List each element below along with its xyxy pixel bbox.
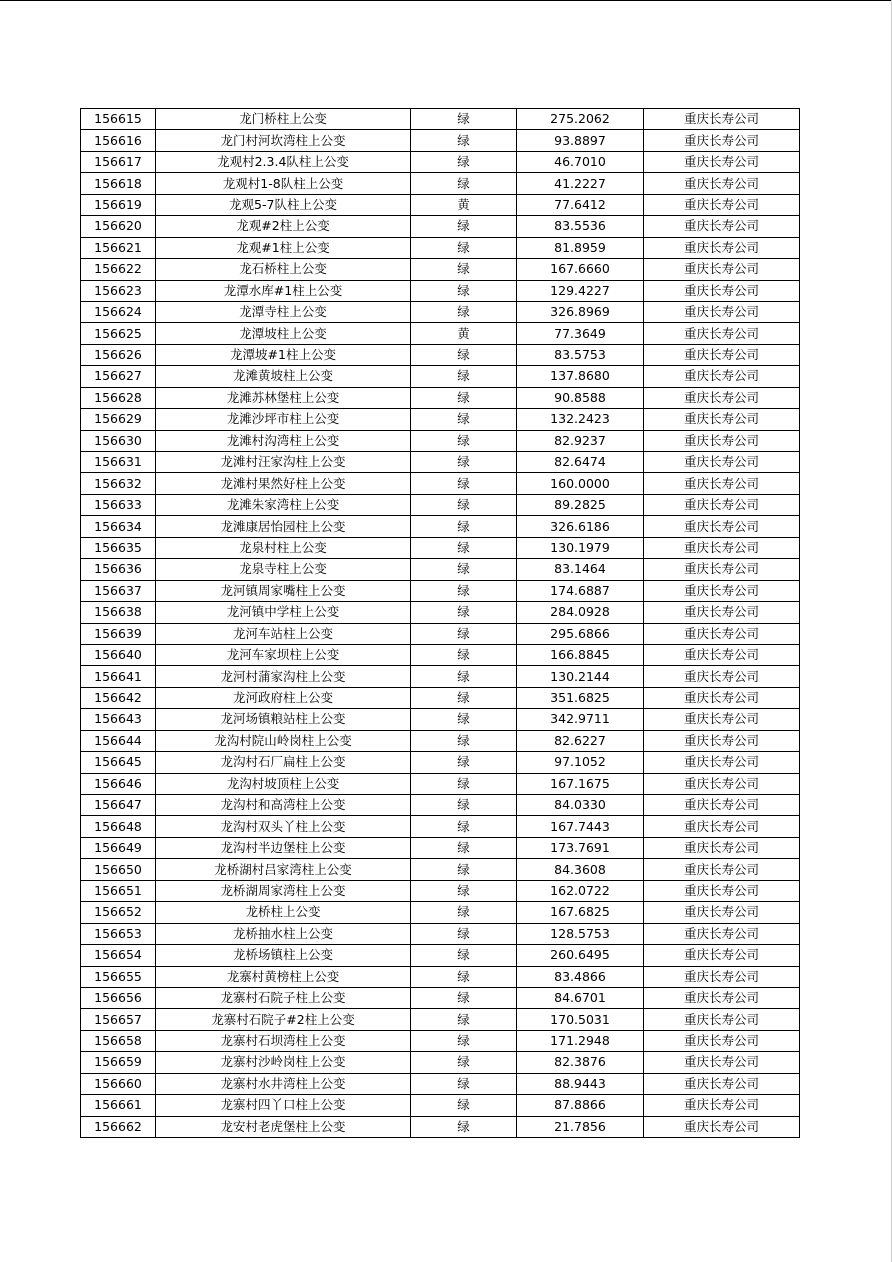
- row-company-cell: 重庆长寿公司: [644, 194, 800, 215]
- row-company-cell: 重庆长寿公司: [644, 173, 800, 194]
- row-company-cell: 重庆长寿公司: [644, 516, 800, 537]
- row-company-cell: 重庆长寿公司: [644, 1095, 800, 1116]
- row-id-cell: 156621: [81, 237, 156, 258]
- row-name-cell: 龙沟村半边堡柱上公变: [156, 837, 411, 858]
- row-company-cell: 重庆长寿公司: [644, 902, 800, 923]
- row-name-cell: 龙桥柱上公变: [156, 902, 411, 923]
- row-company-cell: 重庆长寿公司: [644, 387, 800, 408]
- row-value-cell: 81.8959: [517, 237, 644, 258]
- row-value-cell: 84.0330: [517, 795, 644, 816]
- row-color-cell: 绿: [411, 409, 517, 430]
- row-id-cell: 156655: [81, 966, 156, 987]
- row-color-cell: 绿: [411, 301, 517, 322]
- row-company-cell: 重庆长寿公司: [644, 280, 800, 301]
- row-name-cell: 龙寨村水井湾柱上公变: [156, 1073, 411, 1094]
- table-row: [81, 1095, 800, 1116]
- table-row: [81, 902, 800, 923]
- table-row: [81, 1009, 800, 1030]
- table-row: [81, 880, 800, 901]
- row-name-cell: 龙河政府柱上公变: [156, 687, 411, 708]
- row-id-cell: 156623: [81, 280, 156, 301]
- table-row: [81, 1073, 800, 1094]
- row-value-cell: 129.4227: [517, 280, 644, 301]
- row-name-cell: 龙沟村坡顶柱上公变: [156, 773, 411, 794]
- row-company-cell: 重庆长寿公司: [644, 966, 800, 987]
- row-id-cell: 156658: [81, 1030, 156, 1051]
- row-value-cell: 173.7691: [517, 837, 644, 858]
- row-company-cell: 重庆长寿公司: [644, 323, 800, 344]
- row-id-cell: 156652: [81, 902, 156, 923]
- row-company-cell: 重庆长寿公司: [644, 1009, 800, 1030]
- table-row: [81, 580, 800, 601]
- row-id-cell: 156634: [81, 516, 156, 537]
- table-row: [81, 773, 800, 794]
- row-name-cell: 龙滩康居怡园柱上公变: [156, 516, 411, 537]
- row-name-cell: 龙沟村双头丫柱上公变: [156, 816, 411, 837]
- row-id-cell: 156640: [81, 644, 156, 665]
- row-company-cell: 重庆长寿公司: [644, 344, 800, 365]
- row-value-cell: 46.7010: [517, 151, 644, 172]
- row-id-cell: 156649: [81, 837, 156, 858]
- row-value-cell: 166.8845: [517, 644, 644, 665]
- row-company-cell: 重庆长寿公司: [644, 1052, 800, 1073]
- table-row: [81, 237, 800, 258]
- row-name-cell: 龙寨村黄榜柱上公变: [156, 966, 411, 987]
- row-company-cell: 重庆长寿公司: [644, 559, 800, 580]
- row-color-cell: 绿: [411, 387, 517, 408]
- row-color-cell: 绿: [411, 859, 517, 880]
- row-id-cell: 156624: [81, 301, 156, 322]
- table-row: [81, 494, 800, 515]
- row-color-cell: 绿: [411, 644, 517, 665]
- row-value-cell: 82.9237: [517, 430, 644, 451]
- row-color-cell: 绿: [411, 537, 517, 558]
- row-name-cell: 龙滩朱家湾柱上公变: [156, 494, 411, 515]
- row-value-cell: 167.7443: [517, 816, 644, 837]
- row-company-cell: 重庆长寿公司: [644, 880, 800, 901]
- row-company-cell: 重庆长寿公司: [644, 795, 800, 816]
- table-row: [81, 130, 800, 151]
- row-value-cell: 275.2062: [517, 109, 644, 130]
- row-company-cell: 重庆长寿公司: [644, 580, 800, 601]
- table-row: [81, 109, 800, 130]
- row-company-cell: 重庆长寿公司: [644, 837, 800, 858]
- row-name-cell: 龙滩沙坪市柱上公变: [156, 409, 411, 430]
- row-color-cell: 绿: [411, 452, 517, 473]
- row-value-cell: 82.6227: [517, 730, 644, 751]
- row-id-cell: 156641: [81, 666, 156, 687]
- row-name-cell: 龙河场镇粮站柱上公变: [156, 709, 411, 730]
- row-color-cell: 绿: [411, 516, 517, 537]
- table-row: [81, 602, 800, 623]
- row-name-cell: 龙门村河坎湾柱上公变: [156, 130, 411, 151]
- top-border-line: [0, 0, 892, 1]
- row-company-cell: 重庆长寿公司: [644, 773, 800, 794]
- row-value-cell: 130.1979: [517, 537, 644, 558]
- row-id-cell: 156629: [81, 409, 156, 430]
- row-name-cell: 龙寨村石坝湾柱上公变: [156, 1030, 411, 1051]
- table-row: [81, 752, 800, 773]
- row-name-cell: 龙潭坡柱上公变: [156, 323, 411, 344]
- row-color-cell: 绿: [411, 216, 517, 237]
- row-color-cell: 绿: [411, 173, 517, 194]
- row-value-cell: 171.2948: [517, 1030, 644, 1051]
- table-row: [81, 216, 800, 237]
- row-name-cell: 龙门桥柱上公变: [156, 109, 411, 130]
- row-value-cell: 83.1464: [517, 559, 644, 580]
- table-row: [81, 194, 800, 215]
- row-color-cell: 绿: [411, 795, 517, 816]
- row-color-cell: 绿: [411, 1009, 517, 1030]
- row-company-cell: 重庆长寿公司: [644, 237, 800, 258]
- row-value-cell: 41.2227: [517, 173, 644, 194]
- table-row: [81, 987, 800, 1008]
- row-name-cell: 龙寨村石院子柱上公变: [156, 987, 411, 1008]
- row-value-cell: 130.2144: [517, 666, 644, 687]
- row-name-cell: 龙寨村沙岭岗柱上公变: [156, 1052, 411, 1073]
- row-color-cell: 绿: [411, 687, 517, 708]
- row-name-cell: 龙河村蒲家沟柱上公变: [156, 666, 411, 687]
- row-color-cell: 绿: [411, 580, 517, 601]
- row-color-cell: 绿: [411, 1052, 517, 1073]
- row-color-cell: 绿: [411, 130, 517, 151]
- row-color-cell: 绿: [411, 109, 517, 130]
- row-name-cell: 龙河车家坝柱上公变: [156, 644, 411, 665]
- row-company-cell: 重庆长寿公司: [644, 537, 800, 558]
- table-row: [81, 795, 800, 816]
- row-id-cell: 156645: [81, 752, 156, 773]
- table-row: [81, 280, 800, 301]
- table-row: [81, 151, 800, 172]
- row-company-cell: 重庆长寿公司: [644, 666, 800, 687]
- row-value-cell: 83.5753: [517, 344, 644, 365]
- row-id-cell: 156642: [81, 687, 156, 708]
- row-company-cell: 重庆长寿公司: [644, 987, 800, 1008]
- table-row: [81, 259, 800, 280]
- row-id-cell: 156620: [81, 216, 156, 237]
- row-id-cell: 156632: [81, 473, 156, 494]
- row-id-cell: 156651: [81, 880, 156, 901]
- row-color-cell: 绿: [411, 1030, 517, 1051]
- row-company-cell: 重庆长寿公司: [644, 216, 800, 237]
- row-color-cell: 绿: [411, 344, 517, 365]
- row-color-cell: 绿: [411, 666, 517, 687]
- row-id-cell: 156619: [81, 194, 156, 215]
- row-color-cell: 绿: [411, 1116, 517, 1137]
- table-row: [81, 409, 800, 430]
- row-color-cell: 绿: [411, 237, 517, 258]
- row-value-cell: 128.5753: [517, 923, 644, 944]
- row-id-cell: 156630: [81, 430, 156, 451]
- row-color-cell: 绿: [411, 1095, 517, 1116]
- row-company-cell: 重庆长寿公司: [644, 859, 800, 880]
- table-row: [81, 1030, 800, 1051]
- row-name-cell: 龙观村2.3.4队柱上公变: [156, 151, 411, 172]
- row-color-cell: 绿: [411, 151, 517, 172]
- row-value-cell: 170.5031: [517, 1009, 644, 1030]
- row-company-cell: 重庆长寿公司: [644, 1073, 800, 1094]
- row-company-cell: 重庆长寿公司: [644, 687, 800, 708]
- row-value-cell: 351.6825: [517, 687, 644, 708]
- table-row: [81, 945, 800, 966]
- table-row: [81, 644, 800, 665]
- row-company-cell: 重庆长寿公司: [644, 430, 800, 451]
- row-name-cell: 龙寨村石院子#2柱上公变: [156, 1009, 411, 1030]
- row-name-cell: 龙滩村汪家沟柱上公变: [156, 452, 411, 473]
- row-value-cell: 83.5536: [517, 216, 644, 237]
- row-name-cell: 龙潭坡#1柱上公变: [156, 344, 411, 365]
- row-color-cell: 绿: [411, 880, 517, 901]
- row-id-cell: 156636: [81, 559, 156, 580]
- row-name-cell: 龙潭水库#1柱上公变: [156, 280, 411, 301]
- row-color-cell: 绿: [411, 730, 517, 751]
- row-id-cell: 156631: [81, 452, 156, 473]
- row-color-cell: 绿: [411, 816, 517, 837]
- table-row: [81, 452, 800, 473]
- row-company-cell: 重庆长寿公司: [644, 945, 800, 966]
- table-row: [81, 516, 800, 537]
- row-id-cell: 156625: [81, 323, 156, 344]
- row-value-cell: 93.8897: [517, 130, 644, 151]
- row-company-cell: 重庆长寿公司: [644, 709, 800, 730]
- row-company-cell: 重庆长寿公司: [644, 151, 800, 172]
- row-id-cell: 156618: [81, 173, 156, 194]
- row-color-cell: 绿: [411, 709, 517, 730]
- row-color-cell: 黄: [411, 194, 517, 215]
- table-row: [81, 173, 800, 194]
- row-color-cell: 绿: [411, 473, 517, 494]
- row-value-cell: 97.1052: [517, 752, 644, 773]
- table-row: [81, 323, 800, 344]
- table-body: [81, 109, 800, 1138]
- row-color-cell: 绿: [411, 902, 517, 923]
- row-value-cell: 83.4866: [517, 966, 644, 987]
- row-id-cell: 156646: [81, 773, 156, 794]
- table-row: [81, 366, 800, 387]
- table-row: [81, 966, 800, 987]
- row-value-cell: 137.8680: [517, 366, 644, 387]
- row-value-cell: 342.9711: [517, 709, 644, 730]
- row-name-cell: 龙河车站柱上公变: [156, 623, 411, 644]
- row-id-cell: 156622: [81, 259, 156, 280]
- row-value-cell: 87.8866: [517, 1095, 644, 1116]
- row-company-cell: 重庆长寿公司: [644, 1030, 800, 1051]
- row-id-cell: 156633: [81, 494, 156, 515]
- row-id-cell: 156660: [81, 1073, 156, 1094]
- row-id-cell: 156627: [81, 366, 156, 387]
- row-color-cell: 绿: [411, 752, 517, 773]
- row-company-cell: 重庆长寿公司: [644, 730, 800, 751]
- row-color-cell: 绿: [411, 923, 517, 944]
- table-row: [81, 559, 800, 580]
- row-name-cell: 龙滩黄坡柱上公变: [156, 366, 411, 387]
- row-color-cell: 绿: [411, 773, 517, 794]
- row-value-cell: 167.1675: [517, 773, 644, 794]
- row-value-cell: 77.6412: [517, 194, 644, 215]
- table-row: [81, 387, 800, 408]
- row-id-cell: 156628: [81, 387, 156, 408]
- row-id-cell: 156648: [81, 816, 156, 837]
- row-value-cell: 84.3608: [517, 859, 644, 880]
- row-color-cell: 绿: [411, 259, 517, 280]
- row-company-cell: 重庆长寿公司: [644, 644, 800, 665]
- row-company-cell: 重庆长寿公司: [644, 130, 800, 151]
- row-id-cell: 156638: [81, 602, 156, 623]
- row-name-cell: 龙观#1柱上公变: [156, 237, 411, 258]
- row-color-cell: 绿: [411, 366, 517, 387]
- row-id-cell: 156656: [81, 987, 156, 1008]
- row-name-cell: 龙寨村四丫口柱上公变: [156, 1095, 411, 1116]
- row-value-cell: 82.6474: [517, 452, 644, 473]
- row-value-cell: 88.9443: [517, 1073, 644, 1094]
- row-name-cell: 龙沟村石厂扁柱上公变: [156, 752, 411, 773]
- table-row: [81, 687, 800, 708]
- row-value-cell: 77.3649: [517, 323, 644, 344]
- row-name-cell: 龙潭寺柱上公变: [156, 301, 411, 322]
- row-company-cell: 重庆长寿公司: [644, 1116, 800, 1137]
- row-value-cell: 284.0928: [517, 602, 644, 623]
- row-name-cell: 龙河镇周家嘴柱上公变: [156, 580, 411, 601]
- row-company-cell: 重庆长寿公司: [644, 366, 800, 387]
- row-value-cell: 260.6495: [517, 945, 644, 966]
- row-value-cell: 295.6866: [517, 623, 644, 644]
- table-row: [81, 430, 800, 451]
- row-id-cell: 156626: [81, 344, 156, 365]
- row-company-cell: 重庆长寿公司: [644, 752, 800, 773]
- row-id-cell: 156657: [81, 1009, 156, 1030]
- row-company-cell: 重庆长寿公司: [644, 301, 800, 322]
- row-color-cell: 绿: [411, 966, 517, 987]
- row-id-cell: 156617: [81, 151, 156, 172]
- row-name-cell: 龙安村老虎堡柱上公变: [156, 1116, 411, 1137]
- row-name-cell: 龙桥湖周家湾柱上公变: [156, 880, 411, 901]
- row-company-cell: 重庆长寿公司: [644, 602, 800, 623]
- row-name-cell: 龙石桥柱上公变: [156, 259, 411, 280]
- row-value-cell: 82.3876: [517, 1052, 644, 1073]
- row-company-cell: 重庆长寿公司: [644, 259, 800, 280]
- row-id-cell: 156661: [81, 1095, 156, 1116]
- table-row: [81, 730, 800, 751]
- row-company-cell: 重庆长寿公司: [644, 923, 800, 944]
- row-company-cell: 重庆长寿公司: [644, 409, 800, 430]
- table-row: [81, 666, 800, 687]
- table-row: [81, 923, 800, 944]
- table-row: [81, 301, 800, 322]
- row-company-cell: 重庆长寿公司: [644, 623, 800, 644]
- row-company-cell: 重庆长寿公司: [644, 816, 800, 837]
- row-value-cell: 162.0722: [517, 880, 644, 901]
- row-name-cell: 龙沟村院山岭岗柱上公变: [156, 730, 411, 751]
- row-name-cell: 龙沟村和高湾柱上公变: [156, 795, 411, 816]
- table-row: [81, 1116, 800, 1137]
- row-name-cell: 龙滩村沟湾柱上公变: [156, 430, 411, 451]
- row-color-cell: 绿: [411, 837, 517, 858]
- row-id-cell: 156650: [81, 859, 156, 880]
- row-color-cell: 绿: [411, 602, 517, 623]
- row-value-cell: 160.0000: [517, 473, 644, 494]
- row-id-cell: 156653: [81, 923, 156, 944]
- row-value-cell: 21.7856: [517, 1116, 644, 1137]
- row-value-cell: 167.6825: [517, 902, 644, 923]
- row-name-cell: 龙桥抽水柱上公变: [156, 923, 411, 944]
- row-name-cell: 龙滩村果然好柱上公变: [156, 473, 411, 494]
- row-value-cell: 167.6660: [517, 259, 644, 280]
- row-id-cell: 156654: [81, 945, 156, 966]
- row-id-cell: 156647: [81, 795, 156, 816]
- row-id-cell: 156639: [81, 623, 156, 644]
- transformer-table: [80, 108, 800, 1138]
- row-value-cell: 84.6701: [517, 987, 644, 1008]
- table-row: [81, 537, 800, 558]
- row-name-cell: 龙河镇中学柱上公变: [156, 602, 411, 623]
- row-name-cell: 龙桥场镇柱上公变: [156, 945, 411, 966]
- row-value-cell: 326.8969: [517, 301, 644, 322]
- row-company-cell: 重庆长寿公司: [644, 473, 800, 494]
- row-color-cell: 绿: [411, 559, 517, 580]
- row-company-cell: 重庆长寿公司: [644, 109, 800, 130]
- row-name-cell: 龙桥湖村吕家湾柱上公变: [156, 859, 411, 880]
- row-id-cell: 156662: [81, 1116, 156, 1137]
- table-row: [81, 816, 800, 837]
- row-name-cell: 龙泉村柱上公变: [156, 537, 411, 558]
- row-name-cell: 龙观5-7队柱上公变: [156, 194, 411, 215]
- row-value-cell: 174.6887: [517, 580, 644, 601]
- row-value-cell: 90.8588: [517, 387, 644, 408]
- row-color-cell: 绿: [411, 945, 517, 966]
- row-name-cell: 龙观村1-8队柱上公变: [156, 173, 411, 194]
- table-row: [81, 344, 800, 365]
- row-color-cell: 绿: [411, 1073, 517, 1094]
- table-row: [81, 709, 800, 730]
- row-id-cell: 156635: [81, 537, 156, 558]
- row-value-cell: 326.6186: [517, 516, 644, 537]
- table-row: [81, 859, 800, 880]
- row-color-cell: 绿: [411, 430, 517, 451]
- row-id-cell: 156644: [81, 730, 156, 751]
- row-color-cell: 绿: [411, 623, 517, 644]
- row-company-cell: 重庆长寿公司: [644, 452, 800, 473]
- row-value-cell: 132.2423: [517, 409, 644, 430]
- row-color-cell: 绿: [411, 494, 517, 515]
- row-id-cell: 156659: [81, 1052, 156, 1073]
- row-color-cell: 绿: [411, 987, 517, 1008]
- row-name-cell: 龙泉寺柱上公变: [156, 559, 411, 580]
- table-row: [81, 473, 800, 494]
- row-color-cell: 绿: [411, 280, 517, 301]
- table-row: [81, 837, 800, 858]
- row-value-cell: 89.2825: [517, 494, 644, 515]
- row-id-cell: 156615: [81, 109, 156, 130]
- row-id-cell: 156637: [81, 580, 156, 601]
- row-id-cell: 156616: [81, 130, 156, 151]
- row-id-cell: 156643: [81, 709, 156, 730]
- row-color-cell: 黄: [411, 323, 517, 344]
- row-name-cell: 龙观#2柱上公变: [156, 216, 411, 237]
- row-name-cell: 龙滩苏林堡柱上公变: [156, 387, 411, 408]
- row-company-cell: 重庆长寿公司: [644, 494, 800, 515]
- table-row: [81, 623, 800, 644]
- table-row: [81, 1052, 800, 1073]
